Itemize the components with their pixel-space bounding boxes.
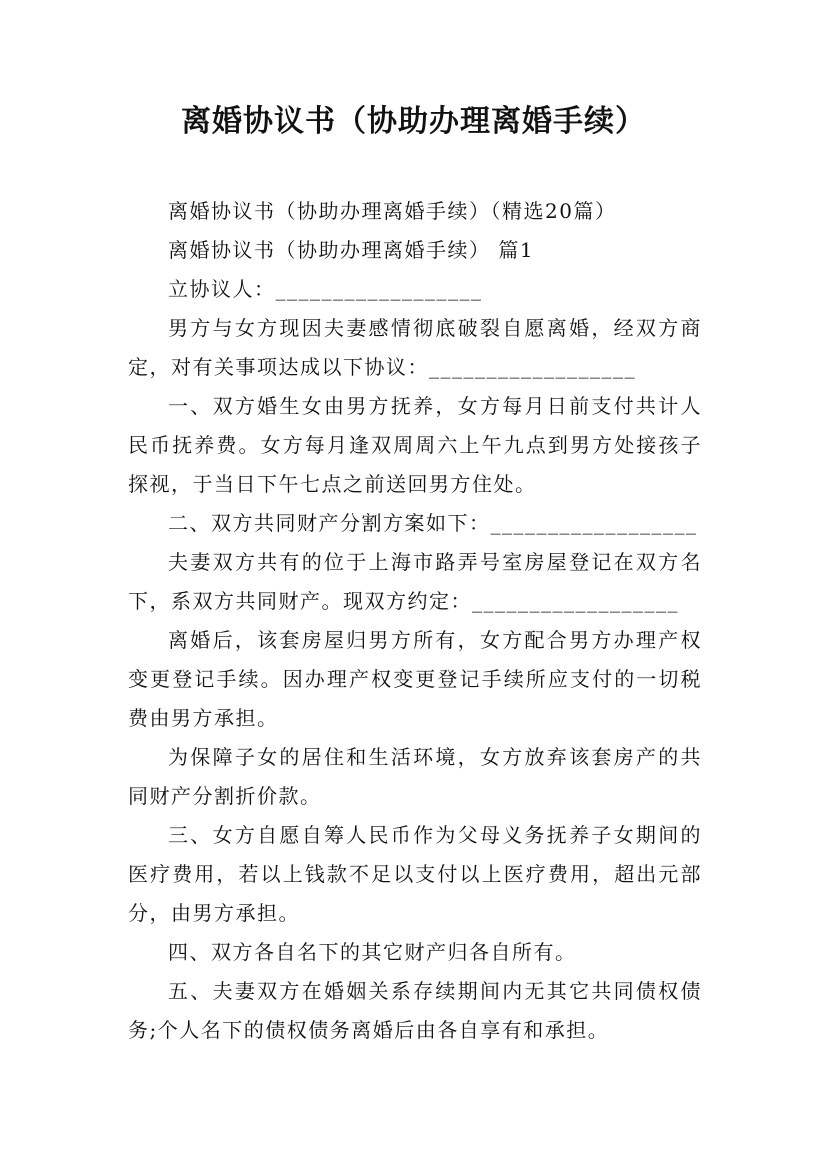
paragraph-section-heading: 离婚协议书（协助办理离婚手续） 篇1 bbox=[168, 238, 535, 262]
paragraph-after-divorce: 离婚后，该套房屋归男方所有，女方配合男方办理产权变更登记手续。因办理产权变更登记手续所应支付的一切税费由男方承担。 bbox=[128, 628, 702, 730]
paragraph-clause-2: 二、双方共同财产分割方案如下：__________________ bbox=[168, 511, 698, 535]
paragraph-clause-5: 五、夫妻双方在婚姻关系存续期间内无其它共同债权债务;个人名下的债权债务离婚后由各自享有和承担。 bbox=[128, 979, 702, 1042]
paragraph-clause-4: 四、双方各自名下的其它财产归各自所有。 bbox=[168, 940, 577, 964]
document-title: 离婚协议书（协助办理离婚手续） bbox=[181, 104, 646, 139]
paragraph-clause-1: 一、双方婚生女由男方抚养，女方每月日前支付共计人民币抚养费。女方每月逢双周周六上午九点到男方处接孩子探视，于当日下午七点之前送回男方住处。 bbox=[128, 394, 702, 496]
paragraph-property: 夫妻双方共有的位于上海市路弄号室房屋登记在双方名下，系双方共同财产。现双方约定：__________________ bbox=[128, 550, 702, 613]
paragraph-parties: 立协议人：__________________ bbox=[168, 277, 483, 301]
paragraph-collection-title: 离婚协议书（协助办理离婚手续）（精选20篇） bbox=[168, 199, 617, 223]
paragraph-clause-3: 三、女方自愿自筹人民币作为父母义务抚养子女期间的医疗费用，若以上钱款不足以支付以上医疗费用，超出元部分，由男方承担。 bbox=[128, 823, 702, 925]
paragraph-waiver: 为保障子女的居住和生活环境，女方放弃该套房产的共同财产分割折价款。 bbox=[128, 745, 702, 808]
paragraph-intro: 男方与女方现因夫妻感情彻底破裂自愿离婚，经双方商定，对有关事项达成以下协议：__________________ bbox=[128, 316, 702, 379]
document-body bbox=[128, 192, 702, 1050]
